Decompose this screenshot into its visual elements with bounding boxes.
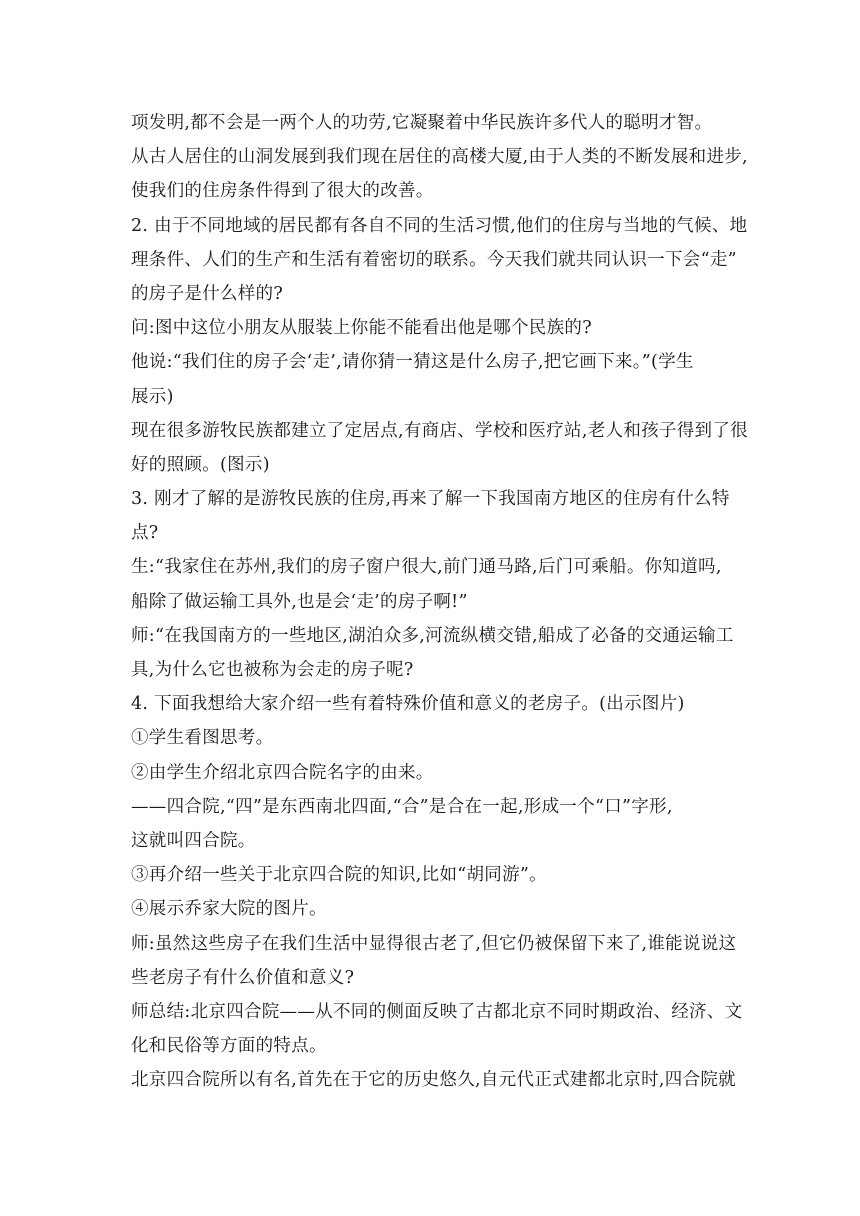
text-line: 2. 由于不同地域的居民都有各自不同的生活习惯,他们的住房与当地的气候、地: [131, 215, 748, 236]
text-line: 点?: [131, 523, 159, 544]
text-line: 这就叫四合院。: [131, 830, 256, 851]
text-line: ④展示乔家大院的图片。: [131, 899, 327, 920]
text-line: 使我们的住房条件得到了很大的改善。: [131, 181, 434, 202]
text-line: 师总结:北京四合院——从不同的侧面反映了古都北京不同时期政治、经济、文: [131, 1001, 743, 1022]
text-line: 他说:“我们住的房子会‘走’,请你猜一猜这是什么房子,把它画下来。”(学生: [131, 352, 694, 373]
text-line: 些老房子有什么价值和意义?: [131, 967, 355, 988]
text-line: 4. 下面我想给大家介绍一些有着特殊价值和意义的老房子。(出示图片): [131, 694, 685, 715]
text-line: 化和民俗等方面的特点。: [131, 1036, 327, 1057]
document-body: [131, 106, 748, 1097]
text-line: 师:虽然这些房子在我们生活中显得很古老了,但它仍被保留下来了,谁能说说这: [131, 933, 737, 954]
text-line: 船除了做运输工具外,也是会‘走’的房子啊!”: [131, 591, 468, 612]
text-line: ②由学生介绍北京四合院名字的由来。: [131, 762, 434, 783]
text-line: 理条件、人们的生产和生活有着密切的联系。今天我们就共同认识一下会“走”: [131, 249, 737, 270]
text-line: 具,为什么它也被称为会走的房子呢?: [131, 660, 414, 680]
text-line: 生:“我家住在苏州,我们的房子窗户很大,前门通马路,后门可乘船。你知道吗,: [131, 557, 722, 578]
text-line: 展示): [131, 386, 174, 407]
text-line: 现在很多游牧民族都建立了定居点,有商店、学校和医疗站,老人和孩子得到了很: [131, 420, 748, 441]
text-line: 从古人居住的山洞发展到我们现在居住的高楼大厦,由于人类的不断发展和进步,: [131, 147, 748, 168]
text-line: ①学生看图思考。: [131, 728, 274, 749]
text-line: 项发明,都不会是一两个人的功劳,它凝聚着中华民族许多代人的聪明才智。: [131, 113, 713, 133]
text-line: ——四合院,“四”是东西南北四面,“合”是合在一起,形成一个“口”字形,: [131, 796, 673, 817]
text-line: 师:“在我国南方的一些地区,湖泊众多,河流纵横交错,船成了必备的交通运输工: [131, 625, 734, 646]
text-line: 问:图中这位小朋友从服装上你能不能看出他是哪个民族的?: [131, 318, 592, 339]
text-line: 北京四合院所以有名,首先在于它的历史悠久,自元代正式建都北京时,四合院就: [131, 1070, 736, 1091]
text-line: 好的照顾。(图示): [131, 454, 270, 475]
text-line: ③再介绍一些关于北京四合院的知识,比如“胡同游”。: [131, 865, 547, 886]
text-line: 3. 刚才了解的是游牧民族的住房,再来了解一下我国南方地区的住房有什么特: [131, 489, 730, 510]
text-line: 的房子是什么样的?: [131, 283, 284, 304]
